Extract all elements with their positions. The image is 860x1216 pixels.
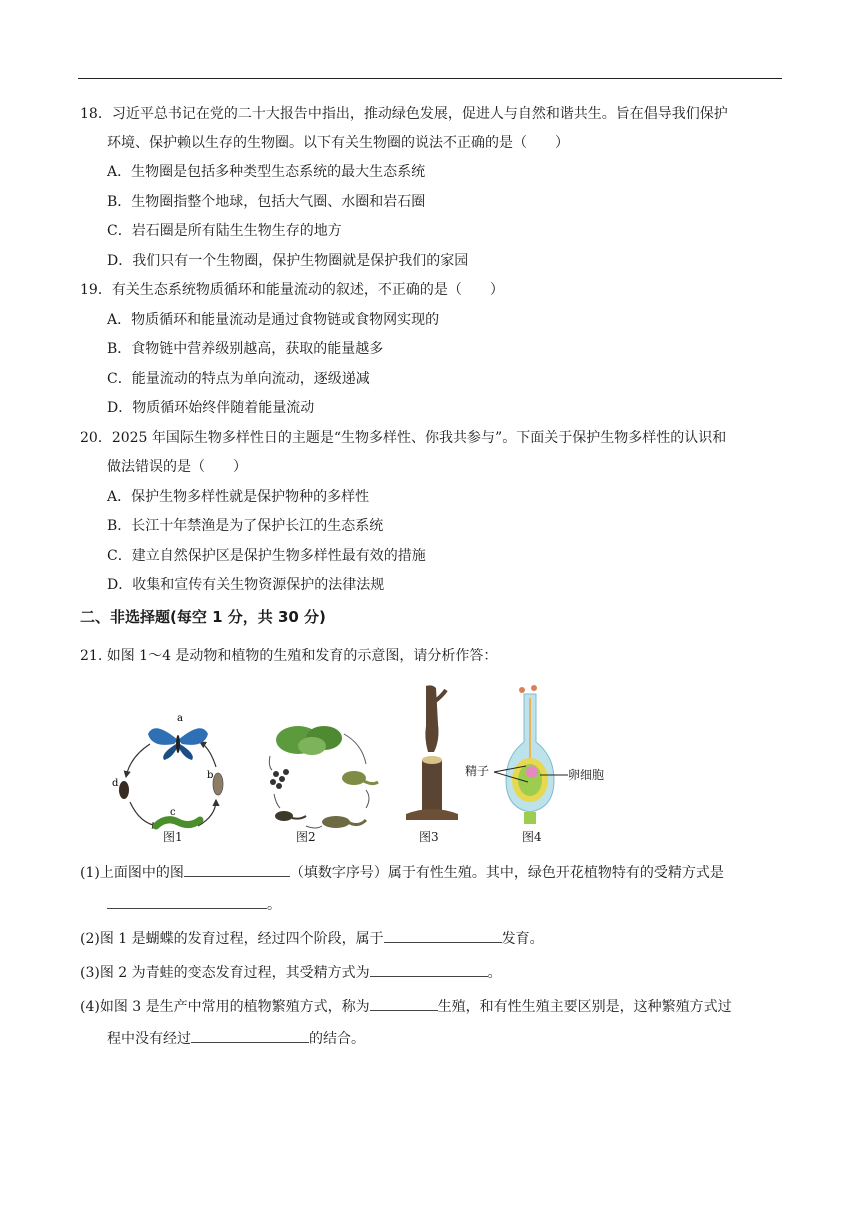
figure4-sperm-label: 精子: [465, 764, 490, 778]
figure1-butterfly-cycle: [108, 712, 238, 842]
q21-part3-text-a: (3)图 2 为青蛙的变态发育过程，其受精方式为: [80, 965, 370, 981]
q18-option-c: C．岩石圈是所有陆生生物生存的地方: [107, 223, 342, 239]
q21-part2-text-a: (2)图 1 是蝴蝶的发育过程，经过四个阶段，属于: [80, 931, 384, 947]
q18-stem-line1: 18．习近平总书记在党的二十大报告中指出，推动绿色发展，促进人与自然和谐共生。旨在倡导我们保护: [80, 106, 728, 122]
q21-part1-text-b: （填数字序号）属于有性生殖。其中，绿色开花植物特有的受精方式是: [289, 865, 724, 881]
answer-blank-3[interactable]: [384, 928, 502, 943]
q18-option-b: B．生物圈指整个地球，包括大气圈、水圈和岩石圈: [107, 194, 426, 210]
q20-stem-line1: 20．2025 年国际生物多样性日的主题是“生物多样性、你我共参与”。下面关于保护生物多样性的认识和: [80, 430, 727, 446]
figure4-egg-label: 卵细胞: [568, 768, 605, 782]
figure2-frog-cycle: [262, 716, 380, 838]
q18-stem-line2: 环境、保护赖以生存的生物圈。以下有关生物圈的说法不正确的是（ ）: [107, 135, 569, 151]
answer-blank-4[interactable]: [370, 962, 488, 977]
q21-part2: [80, 928, 544, 949]
figure3-grafting: [400, 684, 464, 822]
header-rule: [78, 78, 782, 79]
q19-stem: 19．有关生态系统物质循环和能量流动的叙述，不正确的是（ ）: [80, 282, 504, 298]
figure2-caption: 图2: [296, 830, 316, 844]
q20-option-d: D．收集和宣传有关生物资源保护的法律法规: [107, 577, 385, 593]
section-heading: 二、非选择题(每空 1 分，共 30 分): [80, 608, 326, 626]
q19-option-b: B．食物链中营养级别越高，获取的能量越多: [107, 341, 384, 357]
q18-option-d: D．我们只有一个生物圈，保护生物圈就是保护我们的家园: [107, 253, 469, 269]
q20-option-b: B．长江十年禁渔是为了保护长江的生态系统: [107, 518, 384, 534]
q21-part4-text-b: 生殖，和有性生殖主要区别是，这种繁殖方式过: [437, 999, 732, 1015]
q21-part3: [80, 962, 502, 983]
fig1-label-a: a: [177, 713, 183, 724]
sperm-pointer-lines: [492, 764, 542, 788]
answer-blank-1[interactable]: [184, 862, 290, 877]
q21-part1-text-a: (1)上面图中的图: [80, 865, 184, 881]
q21-part1-text-c: 。: [267, 897, 281, 913]
fig1-label-b: b: [207, 770, 214, 781]
figure4-caption: 图4: [522, 830, 542, 844]
egg-pointer-line: [540, 772, 568, 778]
fig1-label-c: c: [170, 807, 176, 818]
q21-part2-text-b: 发育。: [501, 931, 544, 947]
q18-option-a: A．生物圈是包括多种类型生态系统的最大生态系统: [107, 164, 426, 180]
q20-stem-line2: 做法错误的是（ ）: [107, 459, 247, 475]
q21-part4-line1: [80, 996, 732, 1017]
q21-part3-text-b: 。: [487, 965, 502, 981]
q21-part4-line2: [107, 1028, 365, 1049]
answer-blank-5[interactable]: [370, 996, 438, 1011]
q20-option-a: A．保护生物多样性就是保护物种的多样性: [107, 489, 370, 505]
q21-part1-line2: [107, 894, 281, 915]
figure1-caption: 图1: [163, 830, 183, 844]
figure4-flower-fertilization: [496, 684, 566, 824]
answer-blank-2[interactable]: [107, 894, 267, 909]
figure3-caption: 图3: [419, 830, 439, 844]
q19-option-d: D．物质循环始终伴随着能量流动: [107, 400, 315, 416]
q20-option-c: C．建立自然保护区是保护生物多样性最有效的措施: [107, 548, 426, 564]
q21-part4-text-c: 程中没有经过: [107, 1031, 191, 1047]
q21-part1-line1: [80, 862, 724, 883]
q21-intro: 21. 如图 1～4 是动物和植物的生殖和发育的示意图，请分析作答：: [80, 648, 498, 664]
answer-blank-6[interactable]: [191, 1028, 309, 1043]
q19-option-a: A．物质循环和能量流动是通过食物链或食物网实现的: [107, 312, 440, 328]
fig1-label-d: d: [112, 778, 119, 789]
q21-part4-text-d: 的结合。: [309, 1031, 365, 1047]
q21-part4-text-a: (4)如图 3 是生产中常用的植物繁殖方式，称为: [80, 999, 370, 1015]
q19-option-c: C．能量流动的特点为单向流动，逐级递减: [107, 371, 370, 387]
